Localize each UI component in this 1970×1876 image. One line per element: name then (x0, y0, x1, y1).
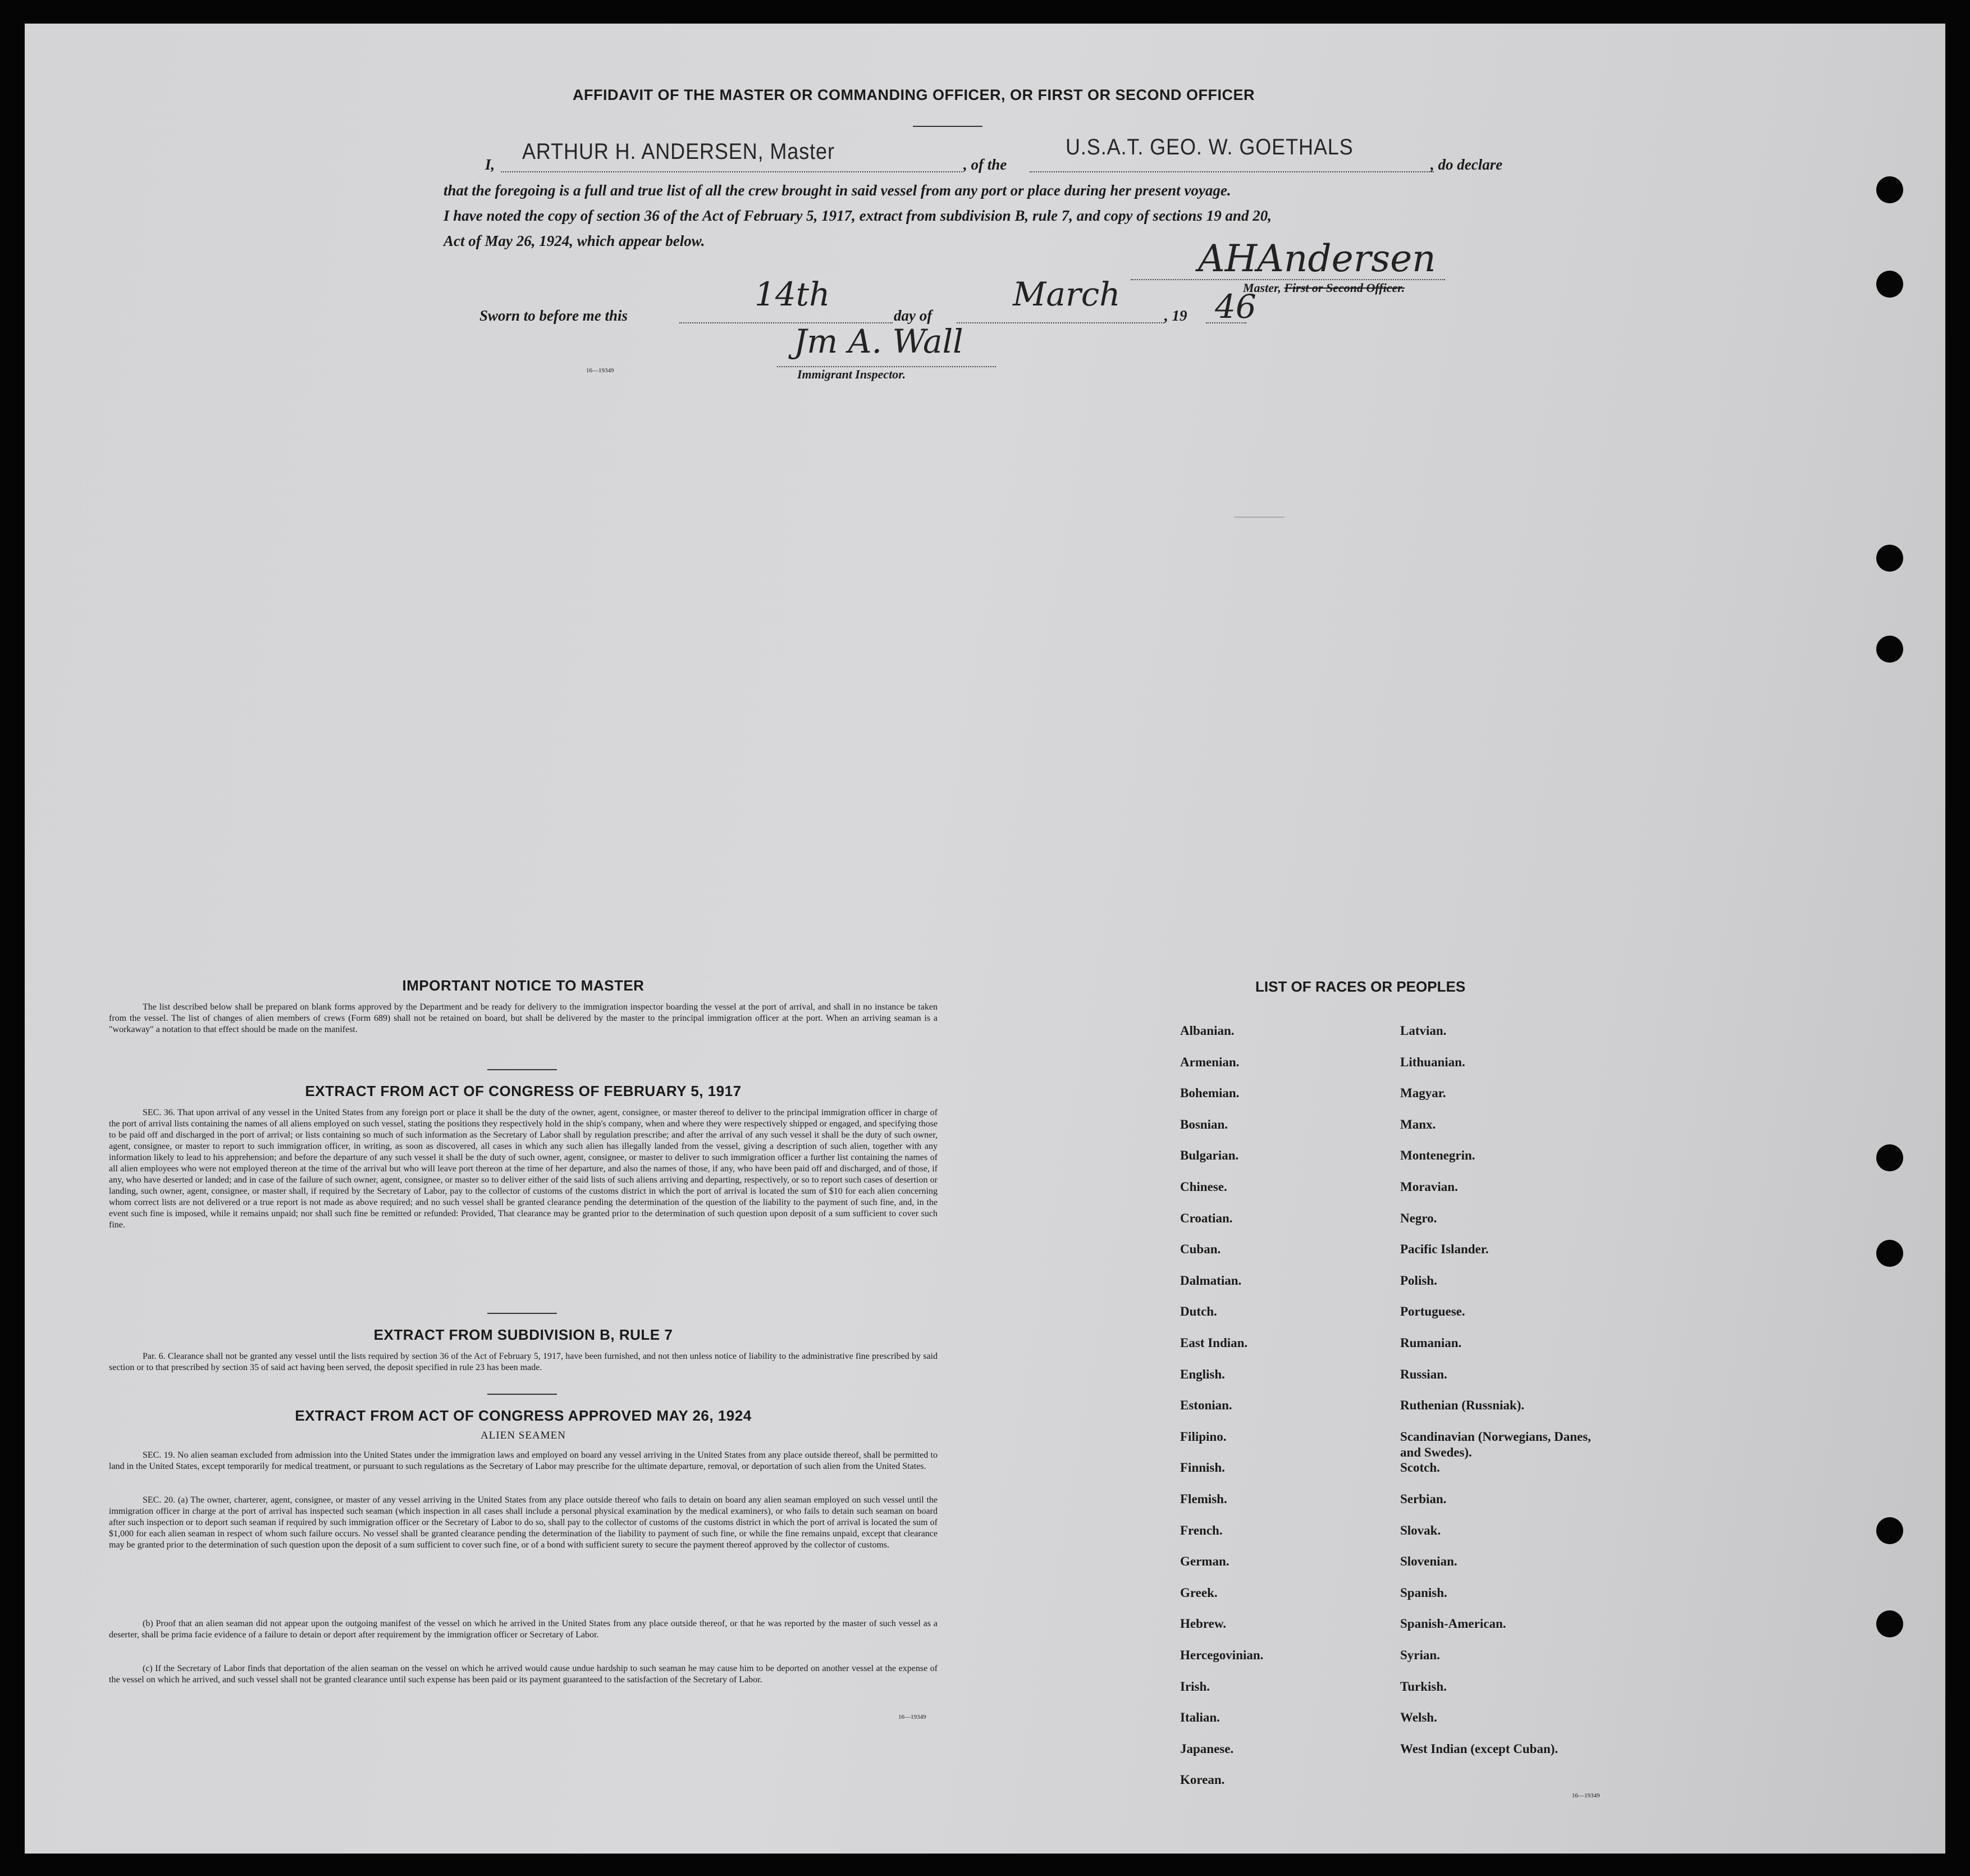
race-item: Flemish. (1180, 1492, 1227, 1506)
race-item: Albanian. (1180, 1024, 1235, 1038)
extract-1917-title: EXTRACT FROM ACT OF CONGRESS OF FEBRUARY 5, 1917 (305, 1083, 742, 1099)
notice-body: The list described below shall be prepared on blank forms approved by the Department and be ready for delivery to the immigration inspector boarding the vessel at the port of arrival, and shall in no instance be taken from the vessel. The list of changes of alien members of crews (Form 689) shall not be retained on board, but shall be delivered by the master to the principal immigration officer at the port. When an arriving seaman is a "workaway" a notation to that effect should be made on the manifest. (109, 1002, 938, 1034)
race-item: West Indian (except Cuban). (1400, 1741, 1558, 1756)
form-number-top: 16—19349 (586, 367, 614, 374)
race-item: Lithuanian. (1400, 1055, 1465, 1069)
race-item: Bohemian. (1180, 1086, 1240, 1101)
race-item: Scotch. (1400, 1460, 1440, 1475)
race-item: Croatian. (1180, 1211, 1233, 1225)
master-signature: AHAndersen (1198, 237, 1436, 280)
race-item: Slovenian. (1400, 1554, 1457, 1569)
affidavit-line-2: that the foregoing is a full and true list of all the crew brought in said vessel from any port or place during her present voyage. (444, 182, 1231, 199)
race-item: East Indian. (1180, 1336, 1248, 1350)
race-item: Pacific Islander. (1400, 1242, 1489, 1257)
subdivision-b-title: EXTRACT FROM SUBDIVISION B, RULE 7 (373, 1326, 673, 1343)
punch-hole-1 (1876, 176, 1903, 203)
race-item: Chinese. (1180, 1180, 1227, 1194)
vessel-name: U.S.A.T. GEO. W. GOETHALS (1066, 135, 1354, 159)
race-item: Slovak. (1400, 1523, 1441, 1537)
inspector-caption: Immigrant Inspector. (797, 367, 906, 381)
name-dotted-line (501, 171, 962, 172)
race-item: Filipino. (1180, 1429, 1227, 1444)
race-item: Dalmatian. (1180, 1273, 1242, 1288)
faint-rule (1234, 517, 1285, 518)
affidavit-line-4: Act of May 26, 1924, which appear below. (444, 232, 705, 249)
punch-hole-7 (1876, 1517, 1903, 1544)
race-item: Rumanian. (1400, 1336, 1462, 1350)
extract-1924-sec19: SEC. 19. No alien seaman excluded from admission into the United States under the immigration laws and employed on board any vessel arriving in the United States from any place outside thereof, shall be permitted to land in the United States, except temporarily for medical treatment, or pursuant to such regulations as the Secretary of Labor may prescribe for the ultimate departure, removal, or deportation of such alien from the United States. (109, 1450, 938, 1471)
race-item: Bosnian. (1180, 1117, 1228, 1131)
extract-1924-title: EXTRACT FROM ACT OF CONGRESS APPROVED MAY 26, 1924 (295, 1407, 752, 1424)
race-item: Serbian. (1400, 1492, 1447, 1506)
race-item: Negro. (1400, 1211, 1437, 1225)
sworn-year: 46 (1215, 287, 1256, 326)
sworn-label: Sworn to before me this (479, 307, 628, 324)
race-item: Ruthenian (Russniak). (1400, 1398, 1525, 1413)
subdivision-b-rule (487, 1394, 557, 1395)
race-item: Latvian. (1400, 1024, 1447, 1038)
punch-hole-2 (1876, 271, 1903, 298)
race-item: French. (1180, 1523, 1223, 1537)
do-declare-label: , do declare (1430, 156, 1503, 173)
race-item: Korean. (1180, 1773, 1225, 1787)
sworn-month: March (1013, 275, 1121, 313)
race-item: Bulgarian. (1180, 1148, 1239, 1163)
race-item: Estonian. (1180, 1398, 1232, 1413)
extract-1924-sec20a: SEC. 20. (a) The owner, charterer, agent, consignee, or master of any vessel arriving in the United States from any place outside thereof who fails to detain on board any alien seaman employed on such vessel until the immigration officer in charge at the port of arrival has inspected such seaman (which inspection in all cases shall include a personal physical examination by the medical examiners), or who fails to detain such seaman on board after such inspection or to deport such seaman if required by such immigration officer or the Secretary of Labor to do so, shall pay to the collector of customs of the customs district in which the port of arrival is located the sum of $1,000 for each alien seaman in respect of whom such failure occurs. No vessel shall be granted clearance pending the determination of the liability to payment of such fine, or while the fine remains unpaid, except that clearance may be granted prior to the determination of such question upon the deposit of a sum sufficient to cover such fine, or of a bond with sufficient surety to secure the payment thereof approved by the collector of customs. (109, 1495, 938, 1550)
race-item: Hercegovinian. (1180, 1648, 1264, 1662)
race-item: Moravian. (1400, 1180, 1458, 1194)
extract-1924-subtitle: ALIEN SEAMEN (481, 1430, 566, 1441)
race-item: Hebrew. (1180, 1617, 1226, 1631)
race-item: Japanese. (1180, 1741, 1234, 1756)
form-number-races: 16—19349 (1572, 1792, 1600, 1799)
caption-master: Master, (1243, 281, 1281, 295)
master-name: ARTHUR H. ANDERSEN, Master (522, 139, 835, 164)
year-prefix: , 19 (1164, 307, 1187, 324)
punch-hole-3 (1876, 545, 1903, 572)
inspector-signature: Jm A. Wall (794, 322, 963, 360)
extract-1924-sec20c: (c) If the Secretary of Labor finds that deportation of the alien seaman on the vessel on which he arrived would cause undue hardship to such seaman he may cause him to be deported on another vessel at the expense of the vessel on which he arrived, and such vessel shall not be granted clearance until such expense has been paid or its payment guaranteed to the satisfaction of the Secretary of Labor. (109, 1664, 938, 1685)
form-number-left: 16—19349 (898, 1714, 926, 1720)
affidavit-heading: AFFIDAVIT OF THE MASTER OR COMMANDING OFFICER, OR FIRST OR SECOND OFFICER (573, 86, 1255, 103)
extract-1917-body: SEC. 36. That upon arrival of any vessel in the United States from any foreign port or place it shall be the duty of the owner, agent, consignee, or master thereof to deliver to the principal immigration officer in charge of the port of arrival lists containing the names of all aliens employed on such vessel, stating the positions they respectively hold in the ship's company, when and where they were respectively shipped or engaged, and specifying those to be paid off and discharged in the port of arrival; or lists containing so much of such information as the Secretary of Labor shall by regulation prescribe; and after the arrival of any such vessel it shall be the duty of such owner, agent, consignee, or master to report to such immigration officer, in writing, as soon as discovered, all cases in which any such alien has illegally landed from the vessel, giving a description of such alien, together with any information likely to lead to his apprehension; and before the departure of any such vessel it shall be the duty of such owner, agent, consignee, or master to deliver to such immigration officer a further list containing the names of all alien employees who were not employed thereon at the time of the arrival but who will leave port thereon at the time of her departure, and also the names of those, if any, who have been paid off and discharged, and of those, if any, who have deserted or landed; and in case of the failure of such owner, agent, consignee, or master so to deliver either of the said lists of such aliens arriving and departing, respectively, or so to report such cases of desertion or landing, such owner, agent, consignee, or master shall, if required by the Secretary of Labor, pay to the collector of customs of the customs district in which the port of arrival is located the sum of $10 for each alien concerning whom correct lists are not delivered or a true report is not made as above required; and no such vessel shall be granted clearance pending the determination of the question of the liability to the payment of such fine, and, in the event such fine is imposed, while it remains unpaid; nor shall such fine be remitted or refunded: Provided, That clearance may be granted prior to the determination of such question upon deposit of a sum sufficient to cover such fine. (109, 1108, 938, 1230)
race-item: Turkish. (1400, 1679, 1447, 1694)
race-item: Armenian. (1180, 1055, 1240, 1069)
punch-hole-5 (1876, 1144, 1903, 1171)
race-item: Russian. (1400, 1367, 1447, 1381)
month-dotted-line (957, 322, 1164, 323)
race-item: Dutch. (1180, 1304, 1217, 1319)
race-item: Syrian. (1400, 1648, 1440, 1662)
notice-title: IMPORTANT NOTICE TO MASTER (402, 977, 645, 994)
affidavit-i: I, (485, 156, 495, 173)
race-item: Spanish. (1400, 1585, 1447, 1600)
race-item: Polish. (1400, 1273, 1437, 1288)
notice-rule (487, 1069, 557, 1070)
extract-1924-sec20b: (b) Proof that an alien seaman did not appear upon the outgoing manifest of the vessel on which he arrived in the United States from any place outside thereof, or that he was reported by the master of such vessel as a deserter, shall be prima facie evidence of a failure to detain or deport after requirement by the immigration officer or Secretary of Labor. (109, 1619, 938, 1640)
race-item: Welsh. (1400, 1710, 1437, 1725)
sworn-day: 14th (755, 275, 830, 313)
race-item: Montenegrin. (1400, 1148, 1475, 1163)
of-the-label: , of the (963, 156, 1007, 173)
document-page (25, 24, 1945, 1854)
heading-rule (913, 126, 982, 127)
extract-1917-rule (487, 1313, 557, 1314)
caption-struck-officer: First or Second Officer. (1284, 281, 1405, 295)
signature-caption (1243, 281, 1405, 295)
vessel-dotted-line (1030, 171, 1434, 172)
punch-hole-8 (1876, 1610, 1903, 1637)
punch-hole-4 (1876, 636, 1903, 663)
race-item: English. (1180, 1367, 1225, 1381)
race-item: Italian. (1180, 1710, 1220, 1725)
race-item: Scandinavian (Norwegians, Danes, and Swedes). (1400, 1429, 1591, 1459)
race-item: Portuguese. (1400, 1304, 1465, 1319)
day-of-label: day of (894, 307, 933, 324)
race-item: German. (1180, 1554, 1229, 1569)
races-title: LIST OF RACES OR PEOPLES (1255, 978, 1466, 995)
affidavit-line-3: I have noted the copy of section 36 of the Act of February 5, 1917, extract from subdivision B, rule 7, and copy of sections 19 and 20, (444, 207, 1272, 224)
race-item: Manx. (1400, 1117, 1436, 1131)
race-item: Cuban. (1180, 1242, 1221, 1257)
race-item: Magyar. (1400, 1086, 1446, 1101)
race-item: Finnish. (1180, 1460, 1225, 1475)
race-item: Irish. (1180, 1679, 1210, 1694)
subdivision-b-body: Par. 6. Clearance shall not be granted any vessel until the lists required by section 36 of the Act of February 5, 1917, have been furnished, and not then unless notice of liability to the administrative fine prescribed by said section or to that prescribed by section 35 of said act having been served, the deposit specified in rule 23 has been made. (109, 1352, 938, 1372)
punch-hole-6 (1876, 1240, 1903, 1267)
race-item: Spanish-American. (1400, 1617, 1506, 1631)
race-item: Greek. (1180, 1585, 1218, 1600)
